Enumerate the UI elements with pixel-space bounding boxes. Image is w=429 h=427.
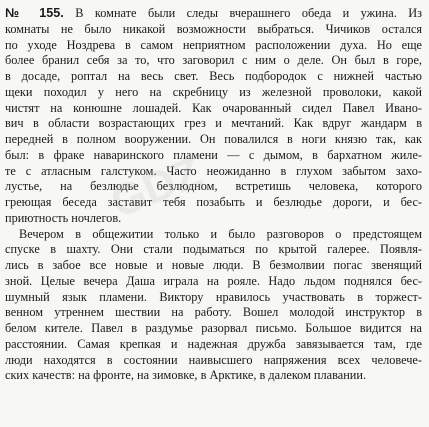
watermark: GDZ	[104, 147, 209, 228]
text-line: лись в забое все новые и новые люди. В безмолвии погас звенящий	[5, 258, 422, 272]
text-line: был: в фраке наваринского пламени — с дымом, в бархатном жиле-	[5, 147, 422, 162]
text-line: передней в полном вооружении. Он повалился в ноги князю так, как	[5, 132, 422, 146]
text-line: люди находятся в состоянии наивысшего напряжения всех человече-	[5, 352, 422, 367]
text-line: греющая беседа заставит тебя позабыть и безлюдье дороги, и бес-	[5, 195, 422, 209]
text-line: ских качеств: на фронте, на зимовке, в Арктике, в далеком плавании.	[5, 368, 367, 383]
text-line: щеки походил у него на скребницу из железной проволоки, какой	[5, 84, 422, 99]
text-line: расстоянии. Самая крепкая и надежная дружба завязывается там, где	[5, 336, 422, 351]
text-line: зной. Целые вечера Даша играла на рояле. Надо льдом поднялся бес-	[5, 273, 422, 288]
text-line: по уходе Ноздрева в самом неприятном расположении духа. Но еще	[5, 37, 422, 52]
text-line: лустье, на безлюдье безлюдном, встретишь человека, которого	[5, 179, 422, 194]
text-line	[5, 227, 422, 243]
text-line: спуске в шахту. Они стали подыматься по крытой галерее. Появля-	[5, 242, 422, 257]
text-line: приютность ночлегов.	[5, 210, 122, 225]
text-line-content: Вечером в общежитии только и было разговоров о предстоящем	[19, 226, 422, 241]
text-line: комнаты не было никакой возможности выбраться. Чичиков остался	[5, 21, 422, 36]
text-line	[5, 6, 422, 22]
text-line: шумный язык пламени. Виктору нравилось участвовать в торжест-	[5, 289, 422, 304]
text-line: венном утреннем шествии на работу. Вошел молодой инструктор в	[5, 305, 422, 320]
text-line: в досаде, роптал на весь свет. Весь подбородок с нижней частью	[5, 69, 422, 83]
text-line: более бранил себя за то, что заговорил с ним о деле. Он был в горе,	[5, 53, 422, 68]
text-line: белом кителе. Павел в раздумье разорвал письмо. Большое видится на	[5, 321, 422, 335]
text-line: вич в области возрастающих грез и мечтаний. Как вдруг жандарм в	[5, 116, 422, 131]
text-line: те с атласным галстуком. Часто неожиданно в глухом забытом захо-	[5, 163, 422, 178]
text-line-rest: В комнате были следы вчерашнего обеда и ужина. Из	[75, 6, 422, 20]
exercise-number: № 155.	[5, 6, 64, 20]
paragraph-1	[5, 6, 422, 227]
paragraph-2	[5, 227, 422, 385]
text-line: чистят на конюшне лошадей. Как очарованный сидел Павел Ивано-	[5, 100, 422, 115]
